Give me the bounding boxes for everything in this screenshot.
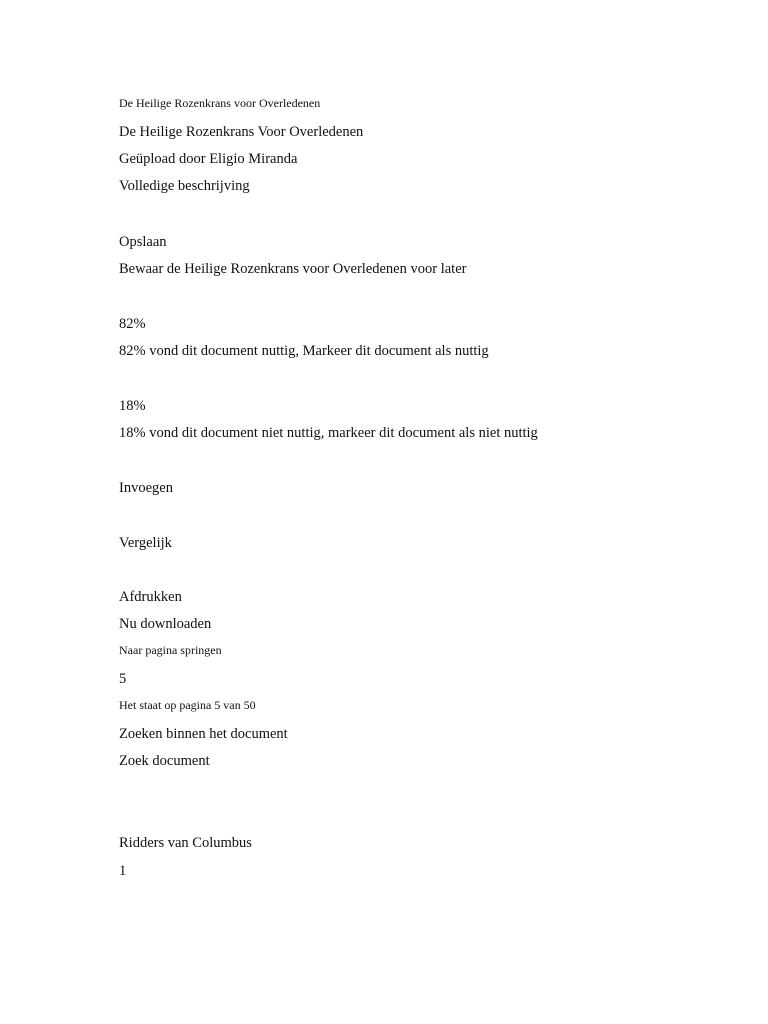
content-heading: Ridders van Columbus	[119, 835, 252, 851]
print-button[interactable]: Afdrukken	[119, 589, 182, 605]
embed-button[interactable]: Invoegen	[119, 480, 173, 496]
breadcrumb-title: De Heilige Rozenkrans voor Overledenen	[119, 96, 321, 110]
save-button[interactable]: Opslaan	[119, 234, 167, 250]
content-page-number: 1	[119, 863, 127, 879]
mark-not-useful-button[interactable]: 18% vond dit document niet nuttig, markeer dit document als niet nuttig	[119, 425, 538, 441]
full-description-link[interactable]: Volledige beschrijving	[119, 178, 250, 194]
download-button[interactable]: Nu downloaden	[119, 616, 212, 632]
document-title: De Heilige Rozenkrans Voor Overledenen	[119, 124, 364, 140]
search-input[interactable]: Zoek document	[119, 753, 210, 769]
mark-useful-button[interactable]: 82% vond dit document nuttig, Markeer dit document als nuttig	[119, 343, 489, 359]
not-useful-percent: 18%	[119, 398, 146, 414]
search-label: Zoeken binnen het document	[119, 726, 288, 742]
page-status: Het staat op pagina 5 van 50	[119, 698, 256, 712]
save-description: Bewaar de Heilige Rozenkrans voor Overledenen voor later	[119, 261, 467, 277]
uploader-text[interactable]: Geüpload door Eligio Miranda	[119, 151, 298, 167]
page-number-input[interactable]: 5	[119, 671, 127, 687]
compare-button[interactable]: Vergelijk	[119, 535, 172, 551]
jump-to-page-label: Naar pagina springen	[119, 643, 222, 657]
useful-percent: 82%	[119, 316, 146, 332]
